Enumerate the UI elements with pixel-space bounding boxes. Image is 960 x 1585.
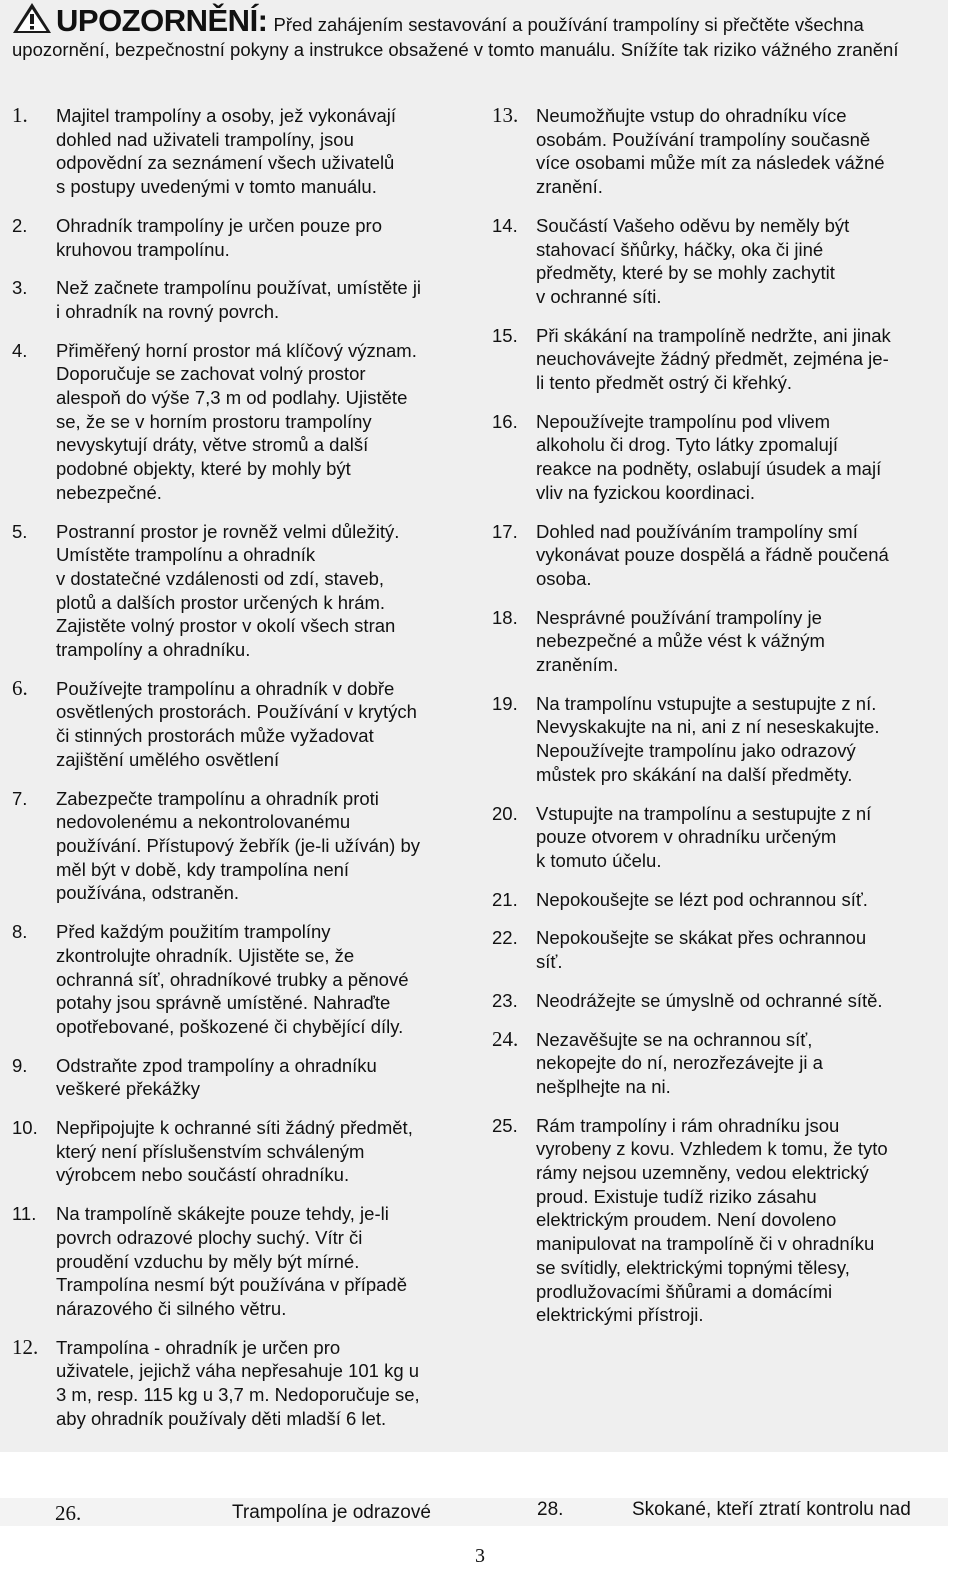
item-text: Nepokoušejte se skákat přes ochrannou síť. — [536, 927, 867, 973]
list-item — [480, 1114, 946, 1327]
list-item — [0, 787, 468, 906]
warning-header — [12, 2, 942, 62]
warning-title: UPOZORNĚNÍ: — [56, 3, 268, 38]
list-item — [480, 926, 946, 973]
item-26-number: 26. — [55, 1501, 82, 1525]
item-number: 3. — [12, 277, 28, 299]
item-text: Neumožňujte vstup do ohradníku více osobám. Používání trampolíny současně více osobami může mít za následek vážné zranění. — [536, 105, 885, 198]
list-item — [480, 520, 946, 591]
item-text: Na trampolínu vstupujte a sestupujte z ní. Nevyskakujte na ni, ani z ní neseskakujte. Nepoužívejte trampolínu jako odrazový můstek pro skákání na další předměty. — [536, 692, 880, 785]
item-text: Rám trampolíny i rám ohradníku jsou vyrobeny z kovu. Vzhledem k tomu, že tyto rámy nejsou uzemněny, vedou elektrický proud. Existuje tudíž riziko zásahu elektrickým proudem. Není dovoleno manipulovat na trampolíně či v ohradníku se svítidly, elektrickými topnými tělesy, prodlužovacími šňůrami a domácími elektrickými přístroji. — [536, 1114, 888, 1326]
item-number: 11. — [12, 1203, 37, 1225]
item-text: Nesprávné používání trampolíny je nebezpečné a může vést k vážným zraněním. — [536, 606, 825, 676]
item-text: Nezavěšujte se na ochrannou síť, nekopejte do ní, nerozřezávejte ji a nešplhejte na ni. — [536, 1028, 823, 1097]
list-item — [0, 1116, 468, 1187]
list-item — [0, 214, 468, 261]
list-item — [480, 1028, 946, 1099]
item-number: 8. — [12, 921, 28, 943]
item-number: 24. — [492, 1026, 519, 1051]
item-number: 2. — [12, 214, 28, 236]
item-text: Při skákání na trampolíně nedržte, ani jinak neuchovávejte žádný předmět, zejména je- li tento předmět ostrý či křehký. — [536, 324, 891, 394]
item-number: 17. — [492, 520, 518, 542]
item-text: Než začnete trampolínu používat, umístěte ji i ohradník na rovný povrch. — [56, 277, 422, 322]
item-number: 5. — [12, 520, 28, 542]
item-26-text: Trampolína je odrazové — [232, 1502, 431, 1523]
item-text: Na trampolíně skákejte pouze tehdy, je-li povrch odrazové plochy suchý. Vítr či proudění vzduchu by měly být mírné. Trampolína nesmí být používána v případě nárazového či silného větru. — [56, 1203, 408, 1319]
item-text: Postranní prostor je rovněž velmi důležitý. Umístěte trampolínu a ohradník v dostatečné vzdálenosti od zdí, staveb, plotů a dalších prostor určených k hrám. Zajistěte volný prostor v okolí všech stran trampolíny a ohradníku. — [56, 520, 400, 661]
item-text: Před každým použitím trampolíny zkontrolujte ohradník. Ujistěte se, že ochranná síť, ohradníkové trubky a pěnové potahy jsou správně umístěné. Nahraďte opotřebované, poškozené či chybějící díly. — [56, 921, 409, 1037]
list-item — [480, 802, 946, 873]
item-number: 25. — [492, 1114, 518, 1136]
item-number: 21. — [492, 888, 518, 910]
list-item — [480, 410, 946, 505]
item-text: Trampolína - ohradník je určen pro uživatele, jejichž váha nepřesahuje 101 kg u 3 m, resp. 115 kg u 3,7 m. Nedoporučuje se, aby ohradník používaly děti mladší 6 let. — [56, 1336, 420, 1429]
item-number: 22. — [492, 927, 518, 949]
item-number: 6. — [12, 675, 28, 700]
list-item — [480, 989, 946, 1013]
item-text: Nepoužívejte trampolínu pod vlivem alkoholu či drog. Tyto látky zpomalují reakce na podněty, oslabují úsudek a mají vliv na fyzickou koordinaci. — [536, 410, 882, 503]
item-text: Nepřipojujte k ochranné síti žádný předmět, který není příslušenstvím schváleným výrobcem nebo součástí ohradníku. — [56, 1117, 413, 1186]
item-text: Dohled nad používáním trampolíny smí vykonávat pouze dospělá a řádně poučená osoba. — [536, 520, 889, 589]
list-item — [0, 1054, 468, 1101]
item-text: Nepokoušejte se lézt pod ochrannou síť. — [536, 888, 868, 910]
item-number: 13. — [492, 103, 519, 127]
item-text: Součástí Vašeho oděvu by neměly být stahovací šňůrky, háčky, oka či jiné předměty, které by se mohly zachytit v ochranné síti. — [536, 214, 850, 307]
item-text: Odstraňte zpod trampolíny a ohradníku veškeré překážky — [56, 1054, 377, 1100]
item-number: 12. — [12, 1334, 39, 1359]
list-item — [480, 104, 946, 199]
item-28-text: Skokané, kteří ztratí kontrolu nad — [632, 1499, 911, 1520]
list-item — [480, 888, 946, 912]
list-item — [0, 1336, 468, 1431]
item-text: Ohradník trampolíny je určen pouze pro kruhovou trampolínu. — [56, 214, 382, 260]
item-text: Používejte trampolínu a ohradník v dobře osvětlených prostorách. Používání v krytých či stinných prostorách může vyžadovat zajištění umělého osvětlení — [56, 677, 417, 770]
list-item — [480, 324, 946, 395]
warning-triangle-icon — [12, 2, 52, 34]
item-text: Přiměřený horní prostor má klíčový význam. Doporučuje se zachovat volný prostor alespoň do výše 7,3 m od podlahy. Ujistěte se, že se v horním prostoru trampolíny nevyskytují dráty, větve stromů a další podobné objekty, které by mohly být nebezpečné. — [56, 339, 417, 503]
item-number: 20. — [492, 802, 518, 824]
item-text: Zabezpečte trampolínu a ohradník proti nedovolenému a nekontrolovanému používání. Přístupový žebřík (je-li užíván) by měl být v době, kdy trampolína není používána, odstraněn. — [56, 787, 420, 904]
item-number: 18. — [492, 606, 518, 628]
item-number: 19. — [492, 692, 518, 714]
item-number: 14. — [492, 214, 518, 236]
list-item — [0, 1202, 468, 1321]
list-item — [0, 920, 468, 1039]
item-text: Majitel trampolíny a osoby, jež vykonávají dohled nad uživateli trampolíny, jsou odpovědní za seznámení všech uživatelů s postupy uvedenými v tomto manuálu. — [56, 105, 397, 198]
list-item — [480, 692, 946, 787]
item-number: 16. — [492, 410, 518, 432]
item-number: 4. — [12, 339, 28, 361]
list-item — [0, 677, 468, 772]
list-item — [0, 276, 468, 323]
item-28-number: 28. — [537, 1499, 564, 1520]
item-text: Vstupujte na trampolínu a sestupujte z ní pouze otvorem v ohradníku určeným k tomuto účelu. — [536, 802, 872, 871]
item-text: Neodrážejte se úmyslně od ochranné sítě. — [536, 989, 883, 1011]
list-item — [0, 520, 468, 662]
page-number: 3 — [475, 1545, 485, 1567]
item-number: 15. — [492, 324, 518, 346]
warning-text: Před zahájením sestavování a používání trampolíny si přečtěte všechna upozornění, bezpečnostní pokyny a instrukce obsažené v tomto manuálu. Snížíte tak riziko vážného zranění — [12, 14, 899, 60]
item-number: 23. — [492, 989, 518, 1011]
item-number: 9. — [12, 1054, 28, 1076]
list-item — [480, 606, 946, 677]
item-number: 10. — [12, 1117, 38, 1139]
item-number: 7. — [12, 787, 28, 809]
left-column — [0, 104, 468, 1445]
list-item — [0, 339, 468, 505]
item-number: 1. — [12, 103, 28, 127]
right-column — [480, 104, 946, 1342]
list-item — [0, 104, 468, 199]
list-item — [480, 214, 946, 309]
